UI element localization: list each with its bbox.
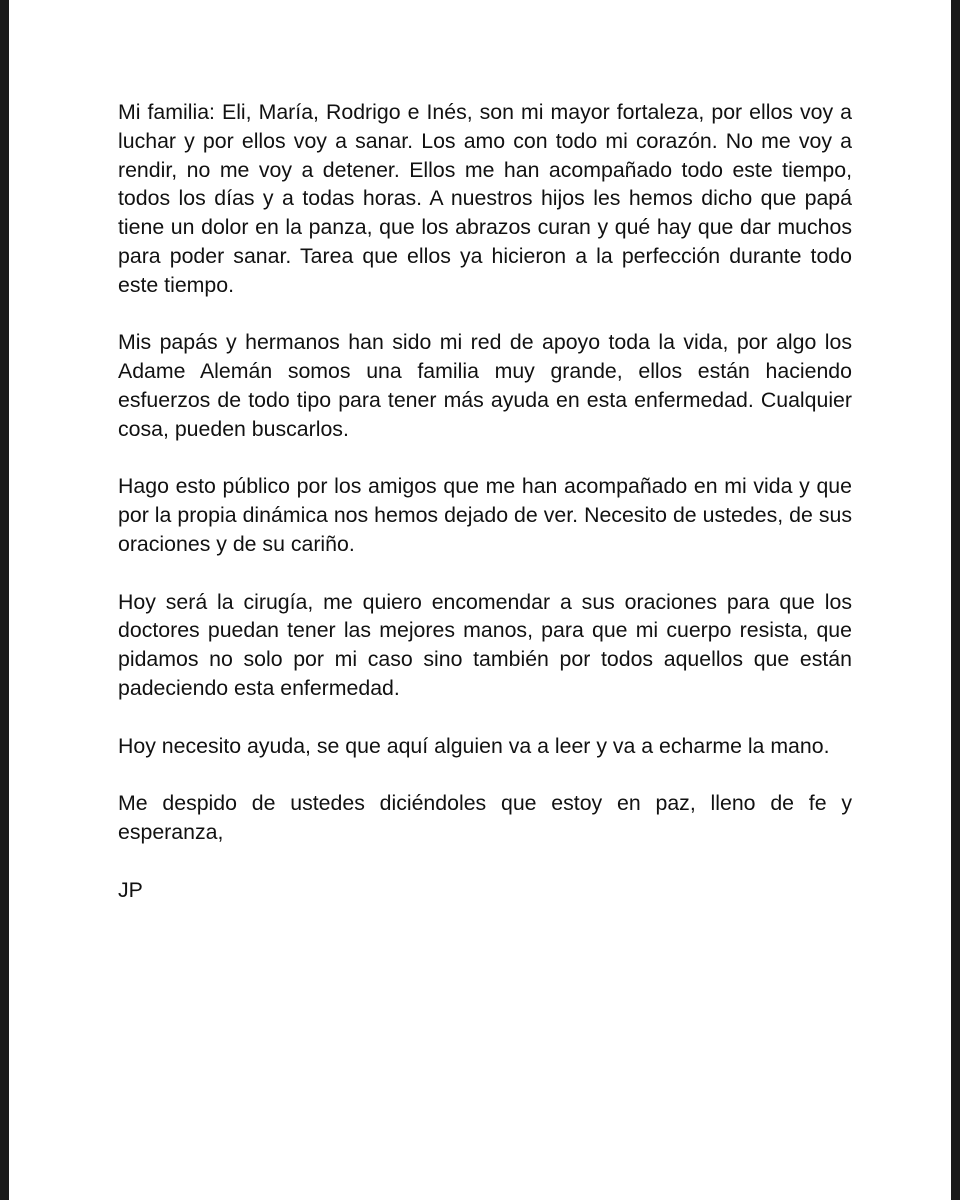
paragraph-family: Mi familia: Eli, María, Rodrigo e Inés, son mi mayor fortaleza, por ellos voy a luchar y por ellos voy a sanar. Los amo con todo mi corazón. No me voy a rendir, no me voy a detener. Ellos me han acompañado todo este tiempo, todos los días y a todas horas. A nuestros hijos les hemos dicho que papá tiene un dolor en la panza, que los abrazos curan y qué hay que dar muchos para poder sanar. Tarea que ellos ya hicieron a la perfección durante todo este tiempo.: [118, 100, 852, 297]
document-page: [9, 0, 951, 1200]
paragraph-parents-siblings: Mis papás y hermanos han sido mi red de apoyo toda la vida, por algo los Adame Alemán somos una familia muy grande, ellos están haciendo esfuerzos de todo tipo para tener más ayuda en esta enfermedad. Cualquier cosa, pueden buscarlos.: [118, 330, 852, 441]
letter-body: [118, 98, 852, 904]
paragraph-help: Hoy necesito ayuda, se que aquí alguien va a leer y va a echarme la mano.: [118, 733, 830, 758]
signature: JP: [118, 877, 143, 902]
paragraph-surgery: Hoy será la cirugía, me quiero encomendar a sus oraciones para que los doctores puedan tener las mejores manos, para que mi cuerpo resista, que pidamos no solo por mi caso sino también por todos aquellos que están padeciendo esta enfermedad.: [118, 589, 852, 700]
paragraph-friends: Hago esto público por los amigos que me han acompañado en mi vida y que por la propia dinámica nos hemos dejado de ver. Necesito de ustedes, de sus oraciones y de su cariño.: [118, 474, 852, 556]
paragraph-farewell: Me despido de ustedes diciéndoles que estoy en paz, lleno de fe y esperanza,: [118, 791, 852, 844]
